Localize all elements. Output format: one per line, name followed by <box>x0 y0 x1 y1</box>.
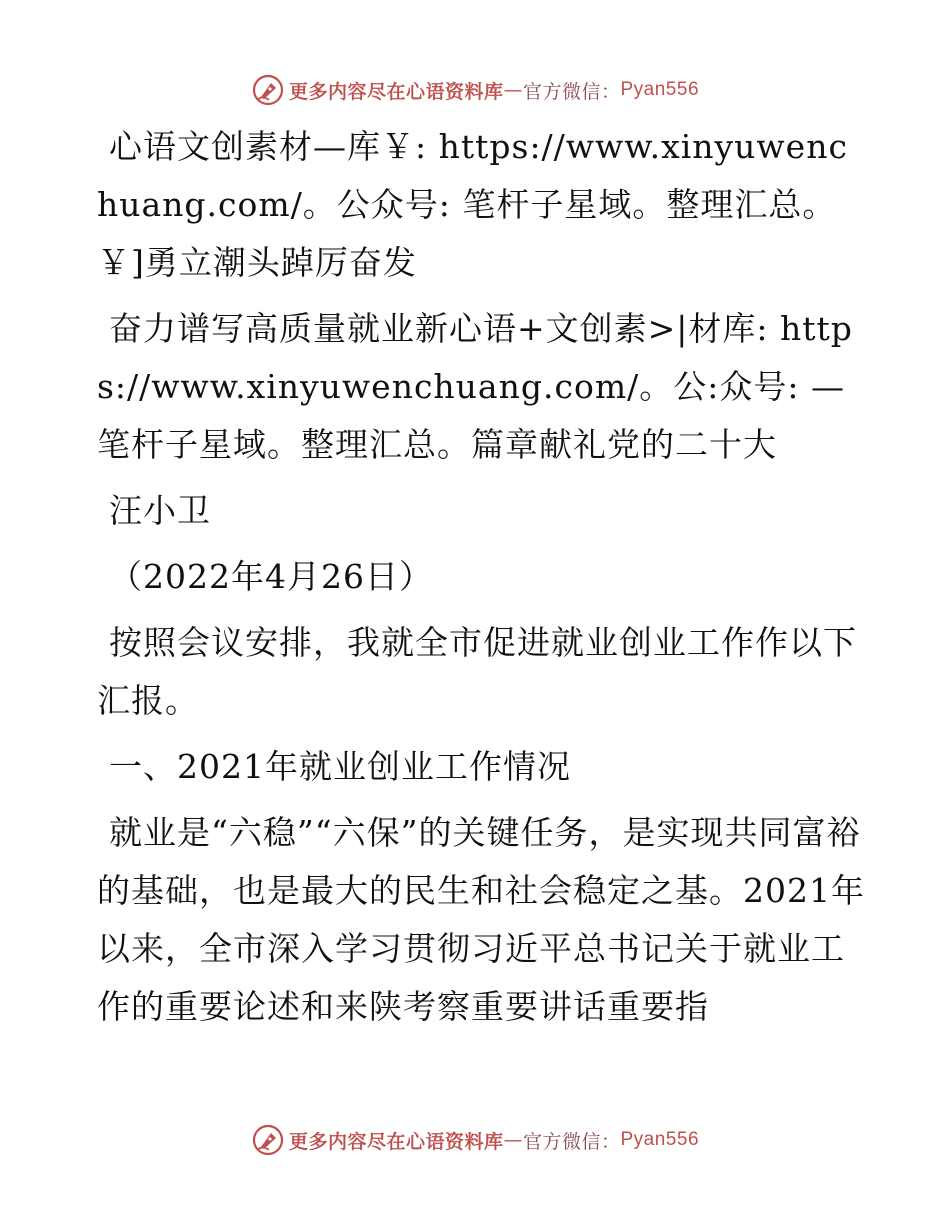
banner-wechat-label: 官方微信： <box>522 1130 621 1153</box>
document-body <box>97 118 867 1044</box>
banner-wechat-id: Pyan556 <box>620 79 700 100</box>
pen-nib-icon <box>251 73 285 107</box>
section-heading-1: 一、2021年就业创业工作情况 <box>109 747 571 786</box>
banner-main-text: 更多内容尽在心语资料库 <box>288 80 504 103</box>
paragraph-source-notice-1: 心语文创素材—库￥: https://www.xinyuwenchuang.com/。公众号: 笔杆子星域。整理汇总。￥]勇立潮头踔厉奋发 <box>97 127 848 282</box>
banner-separator: — <box>503 79 523 101</box>
banner-wechat-id: Pyan556 <box>620 1129 700 1150</box>
banner-wechat-label: 官方微信： <box>522 80 621 103</box>
banner-main-text: 更多内容尽在心语资料库 <box>288 1130 504 1153</box>
pen-nib-icon <box>251 1123 285 1157</box>
paragraph-title: 奋力谱写高质量就业新心语+文创素>|材库: https://www.xinyuwenchuang.com/。公:众号: —笔杆子星域。整理汇总。篇章献礼党的二十大 <box>97 309 853 464</box>
paragraph-date: （2022年4月26日） <box>109 557 433 596</box>
paragraph-intro: 按照会议安排，我就全市促进就业创业工作作以下汇报。 <box>97 623 857 720</box>
paragraph-body-1: 就业是“六稳”“六保”的关键任务，是实现共同富裕的基础，也是最大的民生和社会稳定之基。2021年以来，全市深入学习贯彻习近平总书记关于就业工作的重要论述和来陕考察重要讲话重要指 <box>97 813 865 1026</box>
paragraph-author: 汪小卫 <box>109 491 211 530</box>
banner-separator: — <box>503 1129 523 1151</box>
header-banner <box>0 68 950 112</box>
footer-banner <box>0 1118 950 1162</box>
